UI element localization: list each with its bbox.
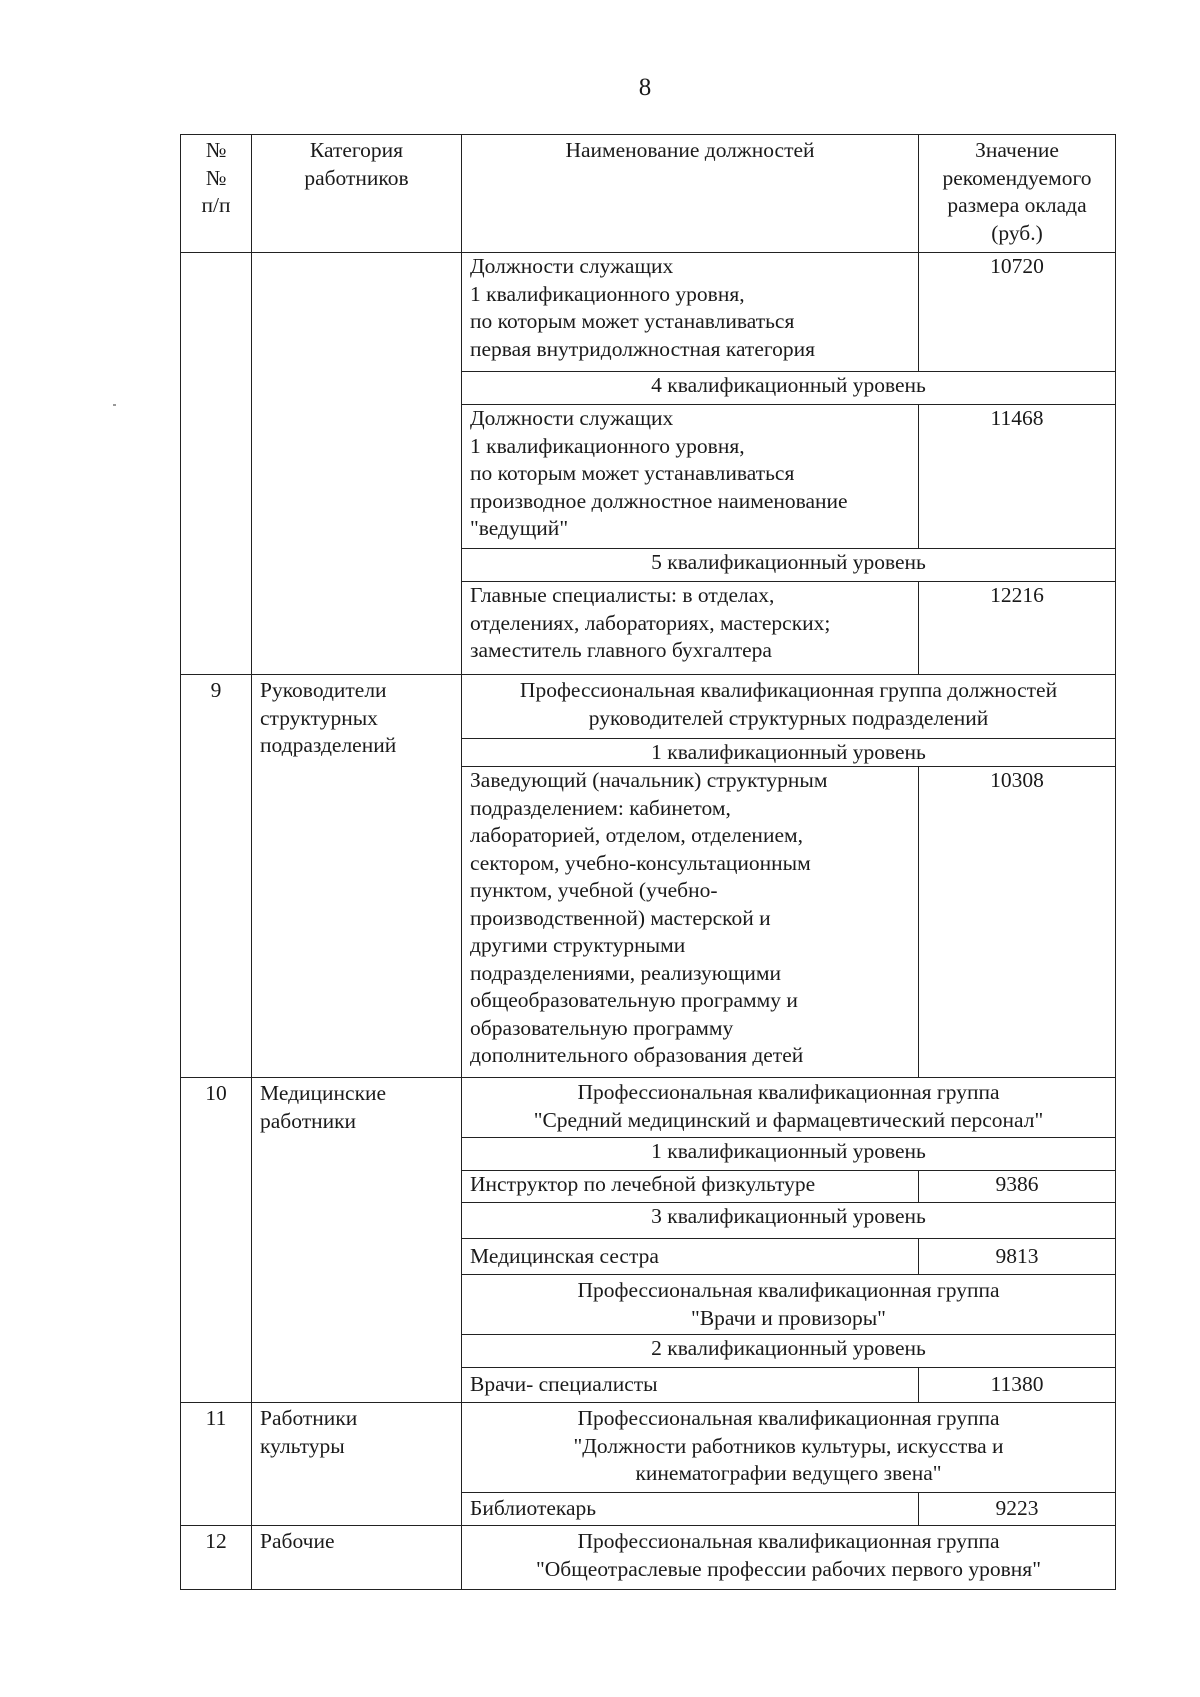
position-text: Врачи- специалисты [462,1368,919,1402]
cell-positions-group [462,675,1116,1077]
salary-value: 11380 [919,1368,1116,1402]
header-category: Категория работников [252,135,462,252]
sub-row [462,405,1116,549]
level-row [462,1335,1116,1368]
salary-value: 9813 [919,1239,1116,1274]
position-text: Должности служащих 1 квалификационного уровня, по которым может устанавливаться первая внутридолжностная категория [462,253,919,371]
salary-value: 9223 [919,1493,1116,1525]
level-row [462,549,1116,582]
header-value: Значение рекомендуемого размера оклада (руб.) [919,135,1116,252]
position-text: Инструктор по лечебной физкультуре [462,1171,919,1202]
table-row [181,675,1116,1078]
group-row [462,1275,1116,1335]
header-positions: Наименование должностей [462,135,919,252]
salary-value: 9386 [919,1171,1116,1202]
sub-row [462,582,1116,674]
sub-row [462,1368,1116,1402]
position-text: Библиотекарь [462,1493,919,1525]
header-num: № № п/п [181,135,252,252]
row-number: 9 [181,675,252,1077]
row-category: Работники культуры [252,1403,462,1525]
table-header [181,135,1116,253]
level-row [462,739,1116,767]
table-row [181,1526,1116,1590]
table-row [181,1403,1116,1526]
position-text: Медицинская сестра [462,1239,919,1274]
salary-table [180,134,1116,1590]
qualification-group: Профессиональная квалификационная группа "Общеотраслевые профессии рабочих первого уровня" [462,1526,1116,1589]
sub-row [462,1171,1116,1203]
row-category: Руководители структурных подразделений [252,675,462,1077]
qualification-level: 5 квалификационный уровень [462,549,1116,581]
row-category: Рабочие [252,1526,462,1589]
row-number: 12 [181,1526,252,1589]
sub-row [462,767,1116,1077]
sub-row [462,253,1116,372]
qualification-level: 1 квалификационный уровень [462,1138,1116,1170]
table-row [181,1078,1116,1403]
cell-positions-group [462,1078,1116,1402]
level-row [462,1203,1116,1239]
qualification-level: 1 квалификационный уровень [462,739,1116,766]
sub-row [462,1239,1116,1275]
position-text: Заведующий (начальник) структурным подразделением: кабинетом, лабораторией, отделом, отделением, сектором, учебно-консультационным пунктом, учебной (учебно- производственной) мастерской и другими структурными подразделениями, реализующими общеобразовательную программу и образовательную программу дополнительного образования детей [462,767,919,1077]
position-text: Должности служащих 1 квалификационного уровня, по которым может устанавливаться производное должностное наименование "ведущий" [462,405,919,548]
cell-num-empty [181,253,252,674]
page-number: 8 [638,74,652,101]
qualification-group: Профессиональная квалификационная группа "Врачи и провизоры" [462,1275,1116,1334]
qualification-group: Профессиональная квалификационная группа "Средний медицинский и фармацевтический персонал" [462,1078,1116,1137]
table-row-continued [181,253,1116,675]
level-row [462,1138,1116,1171]
position-text: Главные специалисты: в отделах, отделениях, лабораториях, мастерских; заместитель главного бухгалтера [462,582,919,674]
salary-value: 12216 [919,582,1116,674]
group-row [462,1403,1116,1493]
group-row [462,675,1116,739]
cell-positions-group [462,253,1116,674]
qualification-level: 4 квалификационный уровень [462,372,1116,404]
salary-value: 10308 [919,767,1116,1077]
qualification-level: 3 квалификационный уровень [462,1203,1116,1238]
cell-category-empty [252,253,462,674]
cell-positions-group [462,1403,1116,1525]
group-row [462,1078,1116,1138]
row-number: 11 [181,1403,252,1525]
salary-value: 11468 [919,405,1116,548]
level-row [462,372,1116,405]
qualification-level: 2 квалификационный уровень [462,1335,1116,1367]
qualification-group: Профессиональная квалификационная группа должностей руководителей структурных подразделений [462,675,1116,738]
row-number: 10 [181,1078,252,1402]
qualification-group: Профессиональная квалификационная группа "Должности работников культуры, искусства и кинематографии ведущего звена" [462,1403,1116,1492]
scan-mark [113,404,116,406]
salary-value: 10720 [919,253,1116,371]
sub-row [462,1493,1116,1525]
row-category: Медицинские работники [252,1078,462,1402]
